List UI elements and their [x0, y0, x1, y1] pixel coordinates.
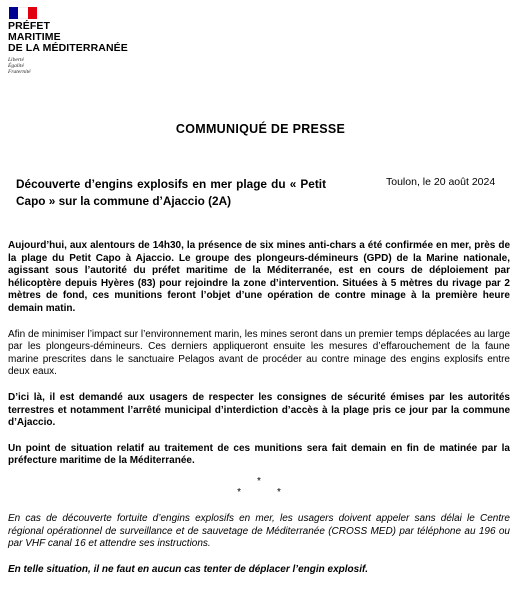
- org-line: DE LA MÉDITERRANÉE: [8, 42, 128, 54]
- safety-warning: En telle situation, il ne faut en aucun cas tenter de déplacer l’engin explosif.: [8, 563, 369, 575]
- republic-motto: [8, 57, 148, 75]
- document-heading: COMMUNIQUÉ DE PRESSE: [175, 122, 346, 136]
- emergency-notice: En cas de découverte fortuite d’engins explosifs en mer, les usagers doivent appeler sans délai le Centre régional opérationnel de surveillance et de sauvetage de Méditerranée (CROSS MED) par téléphone au 196 ou par VHF canal 16 et attendre ses instructions.: [8, 512, 510, 550]
- press-release-title: Découverte d’engins explosifs en mer plage du « Petit Capo » sur la commune d’Ajaccio (2A): [16, 177, 326, 208]
- org-name: [8, 21, 148, 54]
- paragraph: Un point de situation relatif au traitement de ces munitions sera fait demain en fin de matinée par la préfecture maritime de la Méditerranée.: [8, 442, 510, 467]
- motto-line: Égalité: [8, 63, 24, 69]
- press-release-body: [8, 240, 510, 589]
- org-line: PRÉFET: [8, 20, 51, 32]
- motto-line: Fraternité: [8, 69, 31, 75]
- separator-star: *: [237, 486, 241, 498]
- paragraph: Aujourd’hui, aux alentours de 14h30, la présence de six mines anti-chars a été confirmée en mer, près de la plage du Petit Capo à Ajaccio. Le groupe des plongeurs-démineurs (GPD) de la Marine nationale, agissant sous l’autorité du préfet maritime de la Méditerranée, est en cours de déploiement par hélicoptère depuis Hyères (83) pour rejoindre la zone d’intervention. Situées à 5 mètres du rivage par 2 mètres de fond, ces munitions feront l’objet d’une opération de contre minage à la première heure demain matin.: [8, 240, 510, 314]
- prefecture-logo: [8, 7, 148, 75]
- motto-line: Liberté: [8, 57, 24, 63]
- french-flag-icon: [9, 7, 37, 19]
- paragraph: Afin de minimiser l’impact sur l’environnement marin, les mines seront dans un premier temps déplacées au large par les plongeurs-démineurs. Ces derniers appliqueront ensuite les mesures d’effarouchement de la faune marine prescrites dans le sanctuaire Pelagos avant de procéder au contre minage des engins explosifs entre deux eaux.: [8, 328, 510, 378]
- separator-star: *: [277, 486, 281, 498]
- section-separator: [8, 477, 510, 499]
- separator-star: *: [257, 475, 261, 487]
- paragraph: D’ici là, il est demandé aux usagers de respecter les consignes de sécurité émises par les autorités terrestres et notamment l’arrêté municipal d’interdiction d’accès à la plage pris ce jour par la commune d’Ajaccio.: [8, 391, 510, 429]
- release-date: Toulon, le 20 août 2024: [386, 176, 496, 188]
- org-line: MARITIME: [8, 31, 61, 43]
